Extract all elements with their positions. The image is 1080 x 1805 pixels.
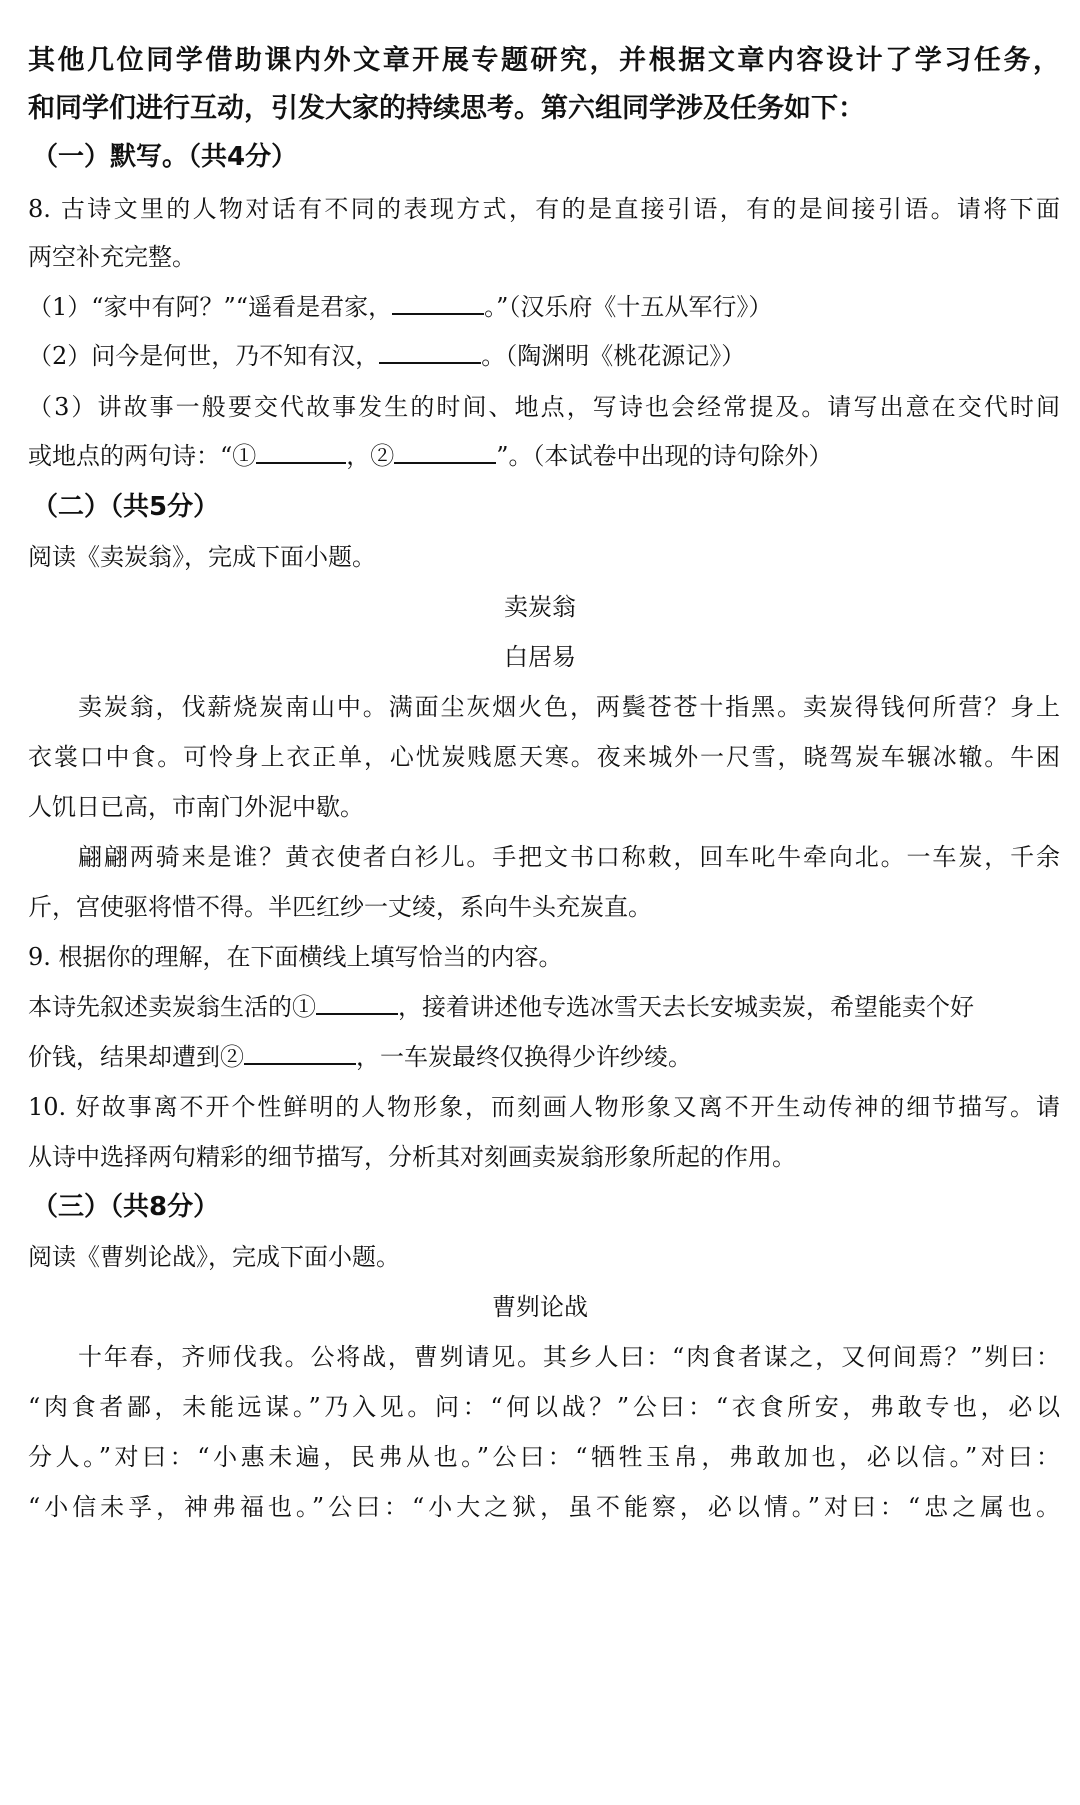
q8-1-suffix: 。”（汉乐府《十五从军行》） — [484, 293, 773, 321]
section-2-instruction: 阅读《卖炭翁》，完成下面小题。 — [28, 543, 376, 571]
q8-2-answer-blank[interactable] — [379, 340, 481, 364]
poem-p1-line-3: 人饥日已高，市南门外泥中歇。 — [28, 793, 364, 821]
section-3-heading: （三）（共8分） — [32, 1192, 220, 1222]
q8-3-prefix: 或地点的两句诗：“① — [28, 442, 257, 470]
text-p1-line-3: 分人。”对曰：“小惠未遍，民弗从也。”公曰：“牺牲玉帛，弗敢加也，必以信。”对曰： — [28, 1443, 1060, 1471]
q8-3-answer-blank-2[interactable] — [394, 440, 496, 464]
q9-answer-blank-1[interactable] — [316, 991, 398, 1015]
poem-title: 卖炭翁 — [504, 593, 576, 621]
q9-line-3 — [28, 1040, 1060, 1074]
q8-2-suffix: 。（陶渊明《桃花源记》） — [481, 342, 746, 370]
poem-p2-line-2: 斤，宫使驱将惜不得。半匹红纱一丈绫，系向牛头充炭直。 — [28, 893, 652, 921]
q9-suffix-1: ，接着讲述他专选冰雪天去长安城卖炭，希望能卖个好 — [398, 993, 974, 1021]
q10-line-1: 10. 好故事离不开个性鲜明的人物形象，而刻画人物形象又离不开生动传神的细节描写。请 — [28, 1093, 1060, 1121]
poem-p1-line-2: 衣裳口中食。可怜身上衣正单，心忧炭贱愿天寒。夜来城外一尺雪，晓驾炭车辗冰辙。牛困 — [28, 743, 1060, 771]
q8-3-suffix: ”。（本试卷中出现的诗句除外） — [496, 442, 833, 470]
section-3-instruction: 阅读《曹刿论战》，完成下面小题。 — [28, 1243, 400, 1271]
text-title: 曹刿论战 — [492, 1293, 588, 1321]
q8-1 — [28, 290, 1060, 324]
q8-3-answer-blank-1[interactable] — [256, 440, 346, 464]
q9-prefix-2: 价钱，结果却遭到② — [28, 1043, 244, 1071]
q9-suffix-2: ，一车炭最终仅换得少许纱绫。 — [356, 1043, 692, 1071]
q8-line-2: 两空补充完整。 — [28, 243, 196, 271]
q8-3-line-1: （3）讲故事一般要交代故事发生的时间、地点，写诗也会经常提及。请写出意在交代时间 — [28, 393, 1060, 421]
poem-p1-line-1: 卖炭翁，伐薪烧炭南山中。满面尘灰烟火色，两鬓苍苍十指黑。卖炭得钱何所营？身上 — [78, 693, 1060, 721]
q9-line-1: 9. 根据你的理解，在下面横线上填写恰当的内容。 — [28, 943, 563, 971]
q8-2 — [28, 339, 1060, 373]
q8-1-answer-blank[interactable] — [392, 291, 484, 315]
section-2-heading: （二）（共5分） — [32, 492, 220, 522]
q8-line-1: 8. 古诗文里的人物对话有不同的表现方式，有的是直接引语，有的是间接引语。请将下面 — [28, 195, 1060, 223]
poem-p2-line-1: 翩翩两骑来是谁？黄衣使者白衫儿。手把文书口称敕，回车叱牛牵向北。一车炭，千余 — [78, 843, 1060, 871]
section-1-heading: （一）默写。（共4分） — [32, 142, 298, 172]
intro-line-1: 其他几位同学借助课内外文章开展专题研究，并根据文章内容设计了学习任务， — [28, 45, 1060, 76]
q8-1-prefix: （1）“家中有阿？”“遥看是君家， — [28, 293, 393, 321]
text-p1-line-1: 十年春，齐师伐我。公将战，曹刿请见。其乡人曰：“肉食者谋之，又何间焉？”刿曰： — [78, 1343, 1060, 1371]
q9-line-2 — [28, 990, 1060, 1024]
intro-line-2: 和同学们进行互动，引发大家的持续思考。第六组同学涉及任务如下： — [28, 93, 865, 124]
text-p1-line-4: “小信未孚，神弗福也。”公曰：“小大之狱，虽不能察，必以情。”对曰：“忠之属也。 — [28, 1493, 1060, 1521]
q8-3-middle: ，② — [346, 442, 395, 470]
q8-3-line-2 — [28, 439, 1060, 473]
q9-answer-blank-2[interactable] — [244, 1041, 356, 1065]
q10-line-2: 从诗中选择两句精彩的细节描写，分析其对刻画卖炭翁形象所起的作用。 — [28, 1143, 796, 1171]
text-p1-line-2: “肉食者鄙，未能远谋。”乃入见。问：“何以战？”公曰：“衣食所安，弗敢专也，必以 — [28, 1393, 1060, 1421]
q8-2-prefix: （2）问今是何世，乃不知有汉， — [28, 342, 380, 370]
poem-author: 白居易 — [504, 643, 576, 671]
q9-prefix-1: 本诗先叙述卖炭翁生活的① — [28, 993, 316, 1021]
